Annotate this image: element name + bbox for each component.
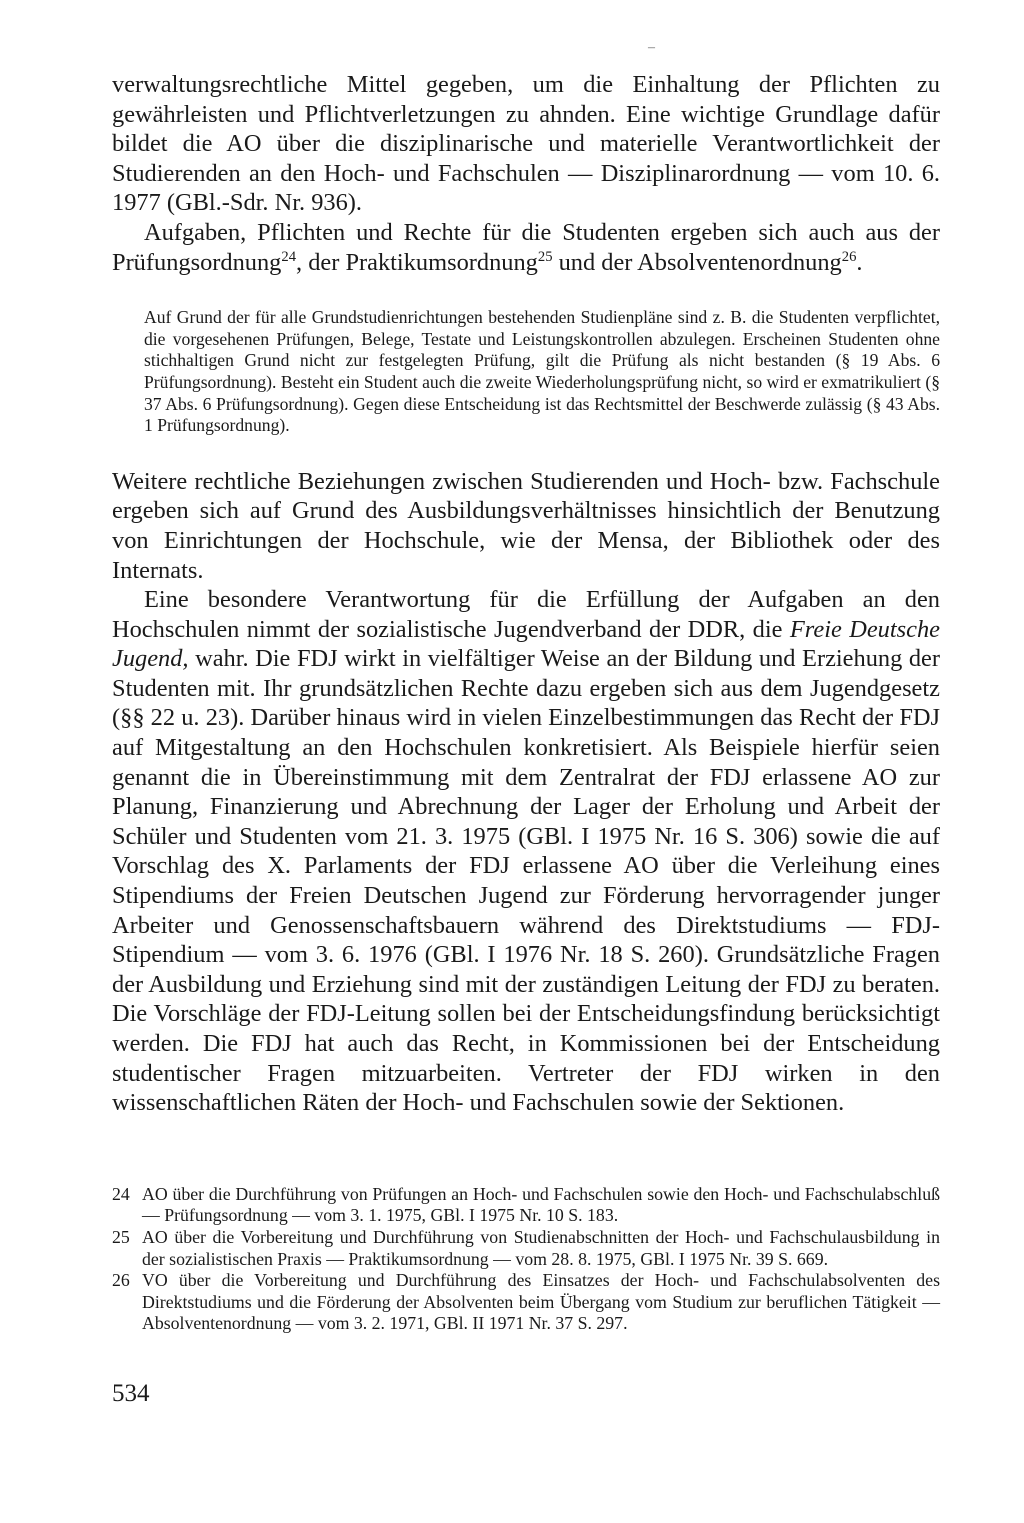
footnote-number: 25: [112, 1226, 130, 1247]
footnote-text: AO über die Durchführung von Prüfungen an Hoch- und Fachschulen sowie den Hoch- und Fachschulabschluß — Prüfungsordnung — vom 3. 1. 1975, GBl. I 1975 Nr. 10 S. 183.: [142, 1183, 940, 1226]
footnote-text: VO über die Vorbereitung und Durchführung des Einsatzes der Hoch- und Fachschulabsolventen des Direktstudiums und die Förderung der Absolventen beim Übergang vom Studium zur beruflichen Tätigkeit — Absolventenordnung — vom 3. 2. 1971, GBl. II 1971 Nr. 37 S. 297.: [142, 1270, 940, 1334]
page-number: 534: [112, 1380, 150, 1407]
footnotes: [112, 1184, 940, 1335]
paragraph-3: Weitere rechtliche Beziehungen zwischen Studierenden und Hoch- bzw. Fachschule ergeben sich auf Grund des Ausbildungsverhältnisses hinsichtlich der Benutzung von Einrichtungen der Hochschule, wie der Mensa, der Bibliothek oder des Internats.: [112, 467, 940, 584]
page-body: [112, 70, 940, 1335]
paragraph-4-italic: Freie Deutsche Jugend,: [112, 615, 940, 673]
footnote-number: 24: [112, 1183, 130, 1204]
footnote-ref-26: 26: [841, 248, 857, 265]
footnote-24: [112, 1184, 940, 1227]
example-note-block: [144, 307, 940, 437]
footnote-number: 26: [112, 1270, 130, 1291]
footnote-ref-24: 24: [281, 248, 297, 265]
paragraph-2-text-a: Aufgaben, Pflichten und Rechte für die Studenten ergeben sich auch aus der Prüfungsordnung: [112, 218, 940, 276]
paragraph-4-text-a: Eine besondere Verantwortung für die Erfüllung der Aufgaben an den Hochschulen nimmt der sozialistische Jugendverband der DDR, die: [112, 586, 940, 643]
scan-mark-top: –: [648, 40, 655, 55]
footnote-ref-25: 25: [537, 248, 553, 265]
footnote-25: [112, 1227, 940, 1270]
paragraph-4: [112, 585, 940, 1118]
paragraph-4-text-b: wahr. Die FDJ wirkt in vielfältiger Weise an der Bildung und Erziehung der Studenten mit. Ihr grundsätzlichen Rechte dazu ergeben sich aus dem Jugendgesetz (§§ 22 u. 23). Darüber hinaus wird in vielen Einzelbestimmungen das Recht der FDJ auf Mitgestaltung an den Hochschulen konkretisiert. Als Beispiele hierfür seien genannt die in Übereinstimmung mit dem Zentralrat der FDJ erlassene AO zur Planung, Finanzierung und Abrechnung der Lager der Erholung und Arbeit der Schüler und Studenten vom 21. 3. 1975 (GBl. I 1975 Nr. 16 S. 306) sowie die auf Vorschlag des X. Parlaments der FDJ erlassene AO über die Verleihung eines Stipendiums der Freien Deutschen Jugend zur Förderung hervorragender junger Arbeiter und Genossenschaftsbauern während des Direktstudiums — FDJ-Stipendium — vom 3. 6. 1976 (GBl. I 1976 Nr. 18 S. 260). Grundsätzliche Fragen der Ausbildung und Erziehung sind mit der zuständigen Leitung der FDJ zu beraten. Die Vorschläge der FDJ-Leitung sollen bei der Entscheidungsfindung berücksichtigt werden. Die FDJ hat auch das Recht, in Kommissionen bei der Entscheidung studentischer Fragen mitzuarbeiten. Vertreter der FDJ wirken in den wissenschaftlichen Räten der Hoch- und Fachschulen sowie der Sektionen.: [112, 645, 940, 1117]
example-note-text: Auf Grund der für alle Grundstudienrichtungen bestehenden Studienpläne sind z. B. die Studenten verpflichtet, die vorgesehenen Prüfungen, Belege, Testate und Leistungskontrollen abzulegen. Erscheinen Studenten ohne stichhaltigen Grund nicht zur festgelegten Prüfung, gilt die Prüfung als nicht bestanden (§ 19 Abs. 6 Prüfungsordnung). Besteht ein Student auch die zweite Wiederholungsprüfung nicht, so wird er exmatrikuliert (§ 37 Abs. 6 Prüfungsordnung). Gegen diese Entscheidung ist das Rechtsmittel der Beschwerde zulässig (§ 43 Abs. 1 Prüfungsordnung).: [144, 307, 940, 436]
paragraph-2-text-d: .: [856, 248, 863, 276]
footnote-26: [112, 1270, 940, 1335]
paragraph-2-text-b: , der Praktikumsordnung: [296, 248, 538, 276]
paragraph-2: [112, 218, 940, 277]
paragraph-2-text-c: und der Absolventenordnung: [552, 248, 842, 276]
paragraph-1: verwaltungsrechtliche Mittel gegeben, um die Einhaltung der Pflichten zu gewährleisten und Pflichtverletzungen zu ahnden. Eine wichtige Grundlage dafür bildet die AO über die disziplinarische und materielle Verantwortlichkeit der Studierenden an den Hoch- und Fachschulen — Disziplinarordnung — vom 10. 6. 1977 (GBl.-Sdr. Nr. 936).: [112, 71, 940, 217]
footnote-text: AO über die Vorbereitung und Durchführung von Studienabschnitten der Hoch- und Fachschulausbildung in der sozialistischen Praxis — Praktikumsordnung — vom 28. 8. 1975, GBl. I 1975 Nr. 39 S. 669.: [142, 1226, 940, 1269]
